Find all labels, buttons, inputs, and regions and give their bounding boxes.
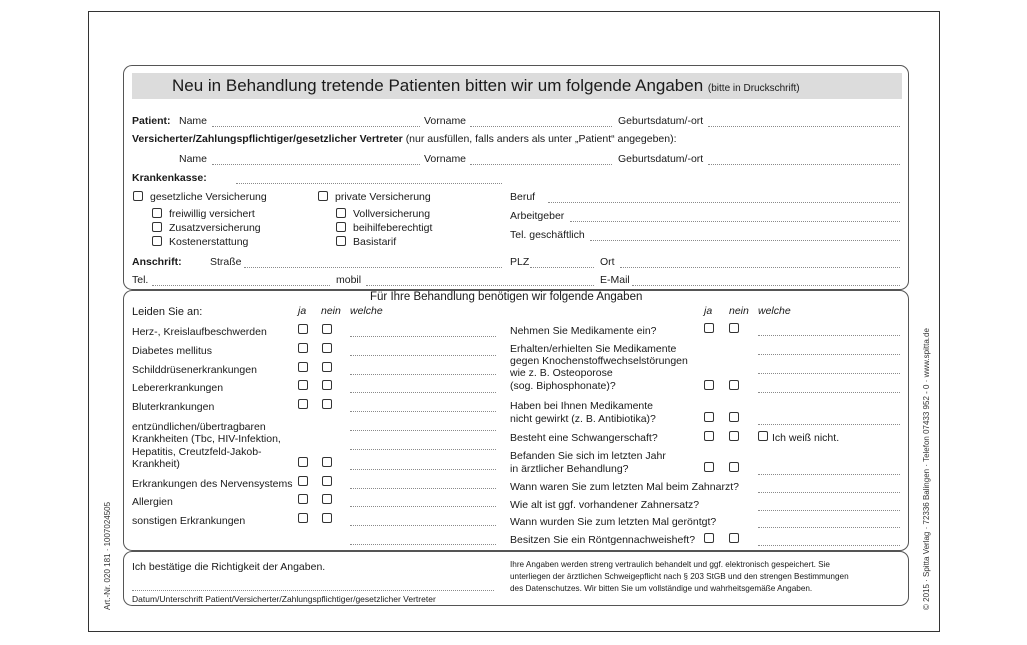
zusatz-label: Zusatzversicherung [169,222,261,234]
tel-label: Tel. [132,274,149,286]
plz-field[interactable] [530,267,594,268]
plz-label: PLZ [510,256,530,268]
roentgenheft-nein-checkbox[interactable] [729,533,739,543]
ja-header-left: ja [298,305,307,317]
anschrift-label: Anschrift: [132,256,182,268]
left-item: Lebererkrankungen [132,382,224,394]
ja-header-right: ja [704,305,713,317]
welche-field[interactable] [350,488,496,489]
welche-field[interactable] [350,392,496,393]
right-item: Befanden Sie sich im letzten Jahr [510,450,666,462]
kosten-label: Kostenerstattung [169,236,249,248]
welche-field[interactable] [758,354,900,355]
ja-checkbox[interactable] [298,362,308,372]
vers-name-label: Name [179,153,208,165]
nein-checkbox[interactable] [322,494,332,504]
left-item: Hepatitis, Creutzfeld-Jakob- [132,446,262,458]
ja-checkbox[interactable] [298,324,308,334]
freiwillig-label: freiwillig versichert [169,208,255,220]
page-title: Neu in Behandlung tretende Patienten bitten wir um folgende Angaben (bitte in Druckschrift) [172,76,800,95]
ja-checkbox[interactable] [298,476,308,486]
welche-field[interactable] [758,392,900,393]
welche-field[interactable] [350,544,496,545]
welche-field[interactable] [350,469,496,470]
left-item: Diabetes mellitus [132,345,212,357]
ja-checkbox[interactable] [704,412,714,422]
ja-checkbox[interactable] [298,343,308,353]
right-item: Erhalten/erhielten Sie Medikamente [510,343,677,355]
nein-header-right: nein [729,305,749,317]
welche-field[interactable] [350,506,496,507]
strasse-field[interactable] [244,267,502,268]
tel-g-label: Tel. geschäftlich [510,229,585,241]
privat-checkbox[interactable] [318,191,328,201]
vers-geburt-field[interactable] [708,164,900,165]
left-item: Herz-, Kreislaufbeschwerden [132,326,267,338]
ja-checkbox[interactable] [704,431,714,441]
welche-field[interactable] [350,411,496,412]
nein-checkbox[interactable] [322,380,332,390]
welche-field[interactable] [350,336,496,337]
welche-field[interactable] [350,449,496,450]
vers-vorname-field[interactable] [470,164,612,165]
privacy-line: Ihre Angaben werden streng vertraulich behandelt und ggf. elektronisch gespeichert. Sie [510,560,830,569]
signature-label: Datum/Unterschrift Patient/Versicherter/Zahlungspflichtiger/gesetzlicher Vertreter [132,594,436,604]
beruf-field[interactable] [548,202,900,203]
welche-field[interactable] [350,374,496,375]
nein-checkbox[interactable] [322,399,332,409]
weiss-nicht-checkbox[interactable] [758,431,768,441]
patient-geburt-label: Geburtsdatum/-ort [618,115,704,127]
right-item: Wann waren Sie zum letzten Mal beim Zahnarzt? [510,481,739,493]
patient-vorname-field[interactable] [470,126,612,127]
right-item: wie z. B. Osteoporose [510,367,613,379]
welche-field[interactable] [350,430,496,431]
left-item: Erkrankungen des Nervensystems [132,478,293,490]
privat-label: private Versicherung [335,191,431,203]
article-number: Art.-Nr. 020 181 · 1007024505 [103,501,112,610]
nein-checkbox[interactable] [322,343,332,353]
ja-checkbox[interactable] [298,494,308,504]
left-item: Allergien [132,496,173,508]
privacy-line: unterliegen der ärztlichen Schweigepflicht nach § 203 StGB und den strengen Bestimmungen [510,572,849,581]
roentgenheft-checkbox[interactable] [704,533,714,543]
print-hint: (bitte in Druckschrift) [707,83,800,94]
nein-checkbox[interactable] [729,323,739,333]
email-field[interactable] [632,285,900,286]
vers-name-field[interactable] [212,164,420,165]
left-item: Krankheiten (Tbc, HIV-Infektion, [132,433,281,445]
krankenkasse-field[interactable] [236,183,502,184]
patient-name-label: Name [179,115,208,127]
left-item: sonstigen Erkrankungen [132,515,246,527]
welche-header-left: welche [350,305,383,317]
right-item: in ärztlicher Behandlung? [510,463,629,475]
nein-header-left: nein [321,305,341,317]
publisher-info: © 2015 · Spitta Verlag · 72336 Balingen · Telefon 07433 952 - 0 · www.spitta.de [922,328,931,610]
left-item: entzündlichen/übertragbaren [132,421,266,433]
arbeitgeber-field[interactable] [570,221,900,222]
left-item: Bluterkrankungen [132,401,215,413]
weiss-nicht-label: Ich weiß nicht. [772,432,840,444]
right-item: Besteht eine Schwangerschaft? [510,432,658,444]
tel-g-field[interactable] [590,240,900,241]
right-item: Besitzen Sie ein Röntgennachweisheft? [510,534,696,546]
nein-checkbox[interactable] [729,412,739,422]
welche-field[interactable] [758,424,900,425]
voll-label: Vollversicherung [353,208,431,220]
section2-title: Für Ihre Behandlung benötigen wir folgende Angaben [370,291,643,303]
right-item: nicht gewirkt (z. B. Antibiotika)? [510,413,656,425]
krankenkasse-label: Krankenkasse: [132,172,207,184]
nein-checkbox[interactable] [322,457,332,467]
right-item: (sog. Biphosphonate)? [510,380,616,392]
welche-field[interactable] [350,355,496,356]
bestaetige-text: Ich bestätige die Richtigkeit der Angaben. [132,561,326,573]
ort-field[interactable] [620,267,900,268]
beihilfe-checkbox[interactable] [336,222,346,232]
ort-label: Ort [600,256,615,268]
right-item: Wann wurden Sie zum letzten Mal geröntgt? [510,516,717,528]
right-item: gegen Knochenstoffwechselstörungen [510,355,688,367]
welche-field[interactable] [350,525,496,526]
kosten-checkbox[interactable] [152,236,162,246]
zahnersatz-field[interactable] [758,510,900,511]
strasse-label: Straße [210,256,242,268]
basis-checkbox[interactable] [336,236,346,246]
nein-checkbox[interactable] [322,362,332,372]
left-item: Krankheit) [132,458,180,470]
vers-vorname-label: Vorname [424,153,467,165]
nein-checkbox[interactable] [322,476,332,486]
welche-field[interactable] [758,545,900,546]
versicherter-heading: Versicherter/Zahlungspflichtiger/gesetzlicher Vertreter (nur ausfüllen, falls anders als unter „Patient“ angegeben): [132,133,677,145]
ja-checkbox[interactable] [704,380,714,390]
patient-vorname-label: Vorname [424,115,467,127]
mobil-label: mobil [336,274,362,286]
nein-checkbox[interactable] [322,513,332,523]
voll-checkbox[interactable] [336,208,346,218]
ja-checkbox[interactable] [704,462,714,472]
mobil-field[interactable] [366,285,594,286]
nein-checkbox[interactable] [729,462,739,472]
ja-checkbox[interactable] [298,380,308,390]
nein-checkbox[interactable] [729,431,739,441]
welche-field[interactable] [758,474,900,475]
patient-geburt-field[interactable] [708,126,900,127]
nein-checkbox[interactable] [729,380,739,390]
ja-checkbox[interactable] [704,323,714,333]
roentgen-field[interactable] [758,527,900,528]
email-label: E-Mail [600,274,630,286]
left-item: Schilddrüsenerkrankungen [132,364,257,376]
welche-header-right: welche [758,305,791,317]
zahnarzt-field[interactable] [758,492,900,493]
ja-checkbox[interactable] [298,399,308,409]
signature-field[interactable] [132,590,494,591]
privacy-line: des Datenschutzes. Wir bitten Sie um vollständige und wahrheitsgemäße Angaben. [510,584,813,593]
tel-field[interactable] [152,285,330,286]
leiden-label: Leiden Sie an: [132,306,203,318]
beihilfe-label: beihilfeberechtigt [353,222,433,234]
welche-field[interactable] [758,373,900,374]
basis-label: Basistarif [353,236,397,248]
right-item: Nehmen Sie Medikamente ein? [510,325,657,337]
ja-checkbox[interactable] [298,457,308,467]
vers-geburt-label: Geburtsdatum/-ort [618,153,704,165]
arbeitgeber-label: Arbeitgeber [510,210,565,222]
right-item: Wie alt ist ggf. vorhandener Zahnersatz? [510,499,700,511]
freiwillig-checkbox[interactable] [152,208,162,218]
ja-checkbox[interactable] [298,513,308,523]
patient-label: Patient: [132,115,171,127]
welche-field[interactable] [758,335,900,336]
gesetzlich-label: gesetzliche Versicherung [150,191,267,203]
beruf-label: Beruf [510,191,536,203]
patient-name-field[interactable] [212,126,420,127]
gesetzlich-checkbox[interactable] [133,191,143,201]
right-item: Haben bei Ihnen Medikamente [510,400,654,412]
zusatz-checkbox[interactable] [152,222,162,232]
nein-checkbox[interactable] [322,324,332,334]
